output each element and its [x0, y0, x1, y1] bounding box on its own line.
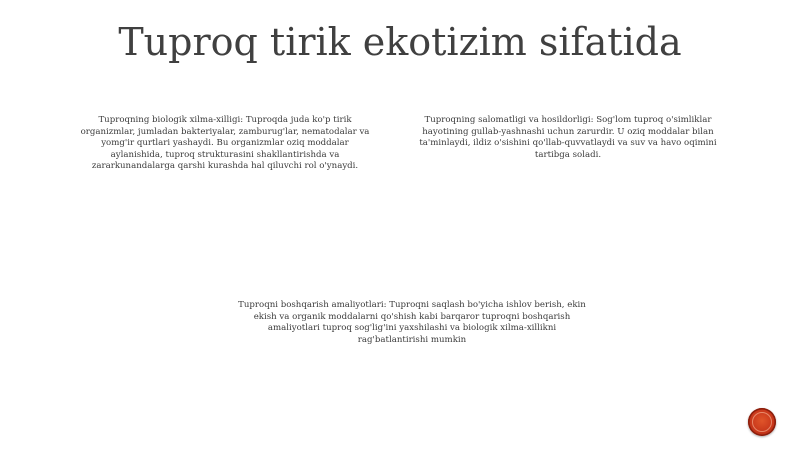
slide-title: Tuproq tirik ekotizim sifatida: [118, 20, 682, 64]
text-block-biodiversity: Tuproqning biologik xilma-xilligi: Tuproqda juda ko'p tirik organizmlar, jumladan bakteriyalar, zamburug'lar, nematodalar va yomg'ir qurtlari yashaydi. Bu organizmlar oziq moddalar aylanishida, tuproq strukturasini shakllantirishda va zararkunandalarga qarshi kurashda hal qiluvchi rol o'ynaydi.: [80, 115, 370, 171]
text-block-health-fertility: Tuproqning salomatligi va hosildorligi: Sog'lom tuproq o'simliklar hayotining gullab-yashnashi uchun zarurdir. U oziq moddalar bilan ta'minlaydi, ildiz o'sishini qo'llab-quvvatlaydi va suv va havo oqimini tartibga soladi.: [419, 115, 717, 160]
text-block-management-practices: Tuproqni boshqarish amaliyotlari: Tuproqni saqlash bo'yicha ishlov berish, ekin ekish va organik moddalarni qo'shish kabi barqaror tuproqni boshqarish amaliyotlari tuproq sog'lig'ini yaxshilashi va biologik xilma-xillikni rag'batlantirishi mumkin: [238, 300, 586, 345]
red-circle-nav-icon: [752, 412, 772, 432]
next-slide-button[interactable]: [748, 408, 776, 436]
